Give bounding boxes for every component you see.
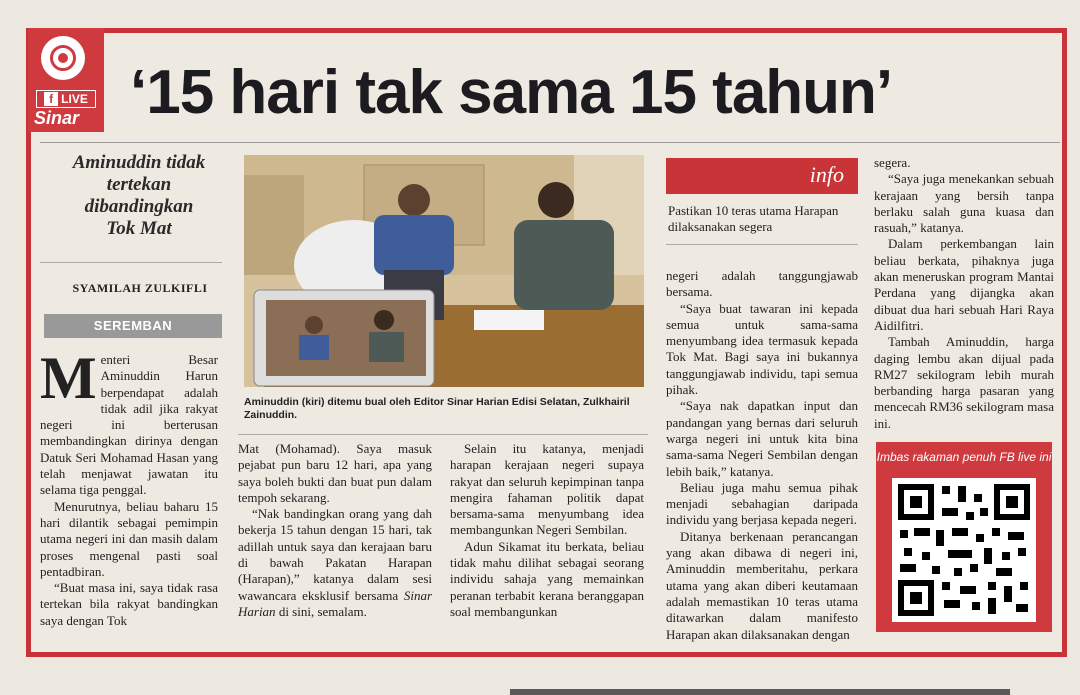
subheadline: [50, 152, 228, 240]
subheadline-line: Aminuddin tidak: [72, 152, 206, 173]
subheadline-line: Tok Mat: [106, 218, 172, 239]
article-column-2: [238, 441, 432, 620]
broadcast-icon: [41, 36, 85, 80]
subheadline-line: tertekan: [106, 174, 172, 195]
facebook-icon: f: [44, 92, 58, 106]
paragraph: “Saya juga menekankan sebuah kerajaan yang bersih tanpa berlaku salah guna kuasa dan rasuah,” katanya.: [874, 171, 1054, 236]
brand-name: Sinar: [34, 108, 80, 128]
paragraph: Ditanya berkenaan perancangan yang akan dibawa di negeri ini, Aminuddin memberitahu, perkara utama yang akan diberi keutamaan adalah memastikan 10 teras utama ditawarkan dalam manifesto Harapan akan dilaksanakan dengan: [666, 528, 858, 642]
next-article-headline-cropped: [510, 680, 1030, 695]
info-label-box: [666, 158, 858, 194]
article-column-1: [40, 345, 218, 629]
info-text: Pastikan 10 teras utama Harapan dilaksanakan segera: [668, 203, 839, 234]
paragraph: Tambah Aminuddin, harga daging lembu akan dijual pada RM27 sekilogram lebih murah berbanding harga pasaran yang mencecah RM36 sekilogram masa ini.: [874, 334, 1054, 431]
paragraph: Dalam perkembangan lain beliau berkata, pihaknya juga akan meneruskan program Mantai Perdana yang dijangka akan dibuat dua hari sebuah Hari Raya Aidilfitri.: [874, 236, 1054, 333]
paragraph: “Nak bandingkan orang yang dah bekerja 15 tahun dengan 15 hari, tak adillah untuk saya dan kerajaan baru di bawah Pakatan Harapan (Harapan),” katanya dalam sesi wawancara eksklusif bersama Sinar Harian di sini, semalam.: [238, 506, 432, 619]
byline: SYAMILAH ZULKIFLI: [72, 281, 208, 295]
dateline: SEREMBAN: [44, 314, 222, 338]
article-column-5: [874, 155, 1054, 432]
paragraph: “Saya nak dapatkan input dan pandangan yang bernas dari seluruh warga negeri ini untuk kita bina sama-sama Negeri Sembilan dengan lebih baik,” katanya.: [666, 398, 858, 479]
divider: [238, 434, 648, 435]
headline: ‘15 hari tak sama 15 tahun’: [130, 58, 893, 127]
paragraph: “Saya buat tawaran ini kepada semua untuk sama-sama menyumbang idea termasuk kepada Tok Mat. Bagi saya ini bukannya tanggungjawab individu, tapi semua pihak.: [666, 300, 858, 398]
live-label: LIVE: [61, 92, 88, 106]
paragraph: “Buat masa ini, saya tidak rasa tertekan bila rakyat bandingkan saya dengan Tok: [40, 580, 218, 628]
fb-live-badge: [36, 90, 96, 108]
divider: [40, 262, 222, 263]
article-column-4: [666, 268, 858, 643]
paragraph: Selain itu katanya, menjadi harapan kerajaan negeri supaya rakyat dan seluruh kepimpinan tanpa mengira fahaman politik dapat bersama-sama menyumbang idea membangunkan Negeri Sembilan.: [450, 441, 644, 538]
paragraph: Beliau juga mahu semua pihak menjadi sebahagian daripada individu yang berjasa kepada negeri.: [666, 479, 858, 528]
subheadline-line: dibandingkan: [84, 196, 194, 217]
sinar-live-logo: [28, 28, 104, 132]
photo-caption: Aminuddin (kiri) ditemu bual oleh Editor Sinar Harian Edisi Selatan, Zulkhairil Zainuddin.: [244, 396, 630, 421]
paragraph: Mat (Mohamad). Saya masuk pejabat pun baru 12 hari, apa yang saya boleh bukti dan buat pun dalam tempoh sekarang.: [238, 441, 432, 505]
publication-name: Sinar Harian: [238, 587, 432, 619]
divider: [40, 142, 1060, 143]
divider: [666, 244, 858, 245]
paragraph: segera.: [874, 155, 911, 170]
info-label: info: [809, 162, 844, 187]
paragraph: Menteri Besar Aminuddin Harun berpendapat adalah tidak adil jika rakyat negeri ini berterusan membandingkan dirinya dengan Datuk Seri Mohamad Hasan yang telah menjawat jawatan itu selama tiga penggal.: [40, 345, 218, 498]
article-photo: [244, 155, 644, 387]
paragraph: Menurutnya, beliau baharu 15 hari dilantik sebagai pemimpin utama negeri ini dan masih dalam proses mengenal pasti soal pentadbiran.: [40, 498, 218, 579]
qr-caption: Imbas rakaman penuh FB live ini: [876, 450, 1052, 464]
fb-live-qr-box: [876, 442, 1052, 632]
paragraph: negeri adalah tanggungjawab bersama.: [666, 268, 858, 300]
article-column-3: [450, 441, 644, 620]
interview-photo: [244, 155, 644, 387]
qr-code-icon[interactable]: [892, 478, 1036, 622]
drop-cap: M: [40, 345, 97, 411]
paragraph: Adun Sikamat itu berkata, beliau tidak mahu dilihat sebagai seorang individu sahaja yang memainkan peranan terbabit kerana beranggapan soal membangunkan: [450, 538, 644, 619]
